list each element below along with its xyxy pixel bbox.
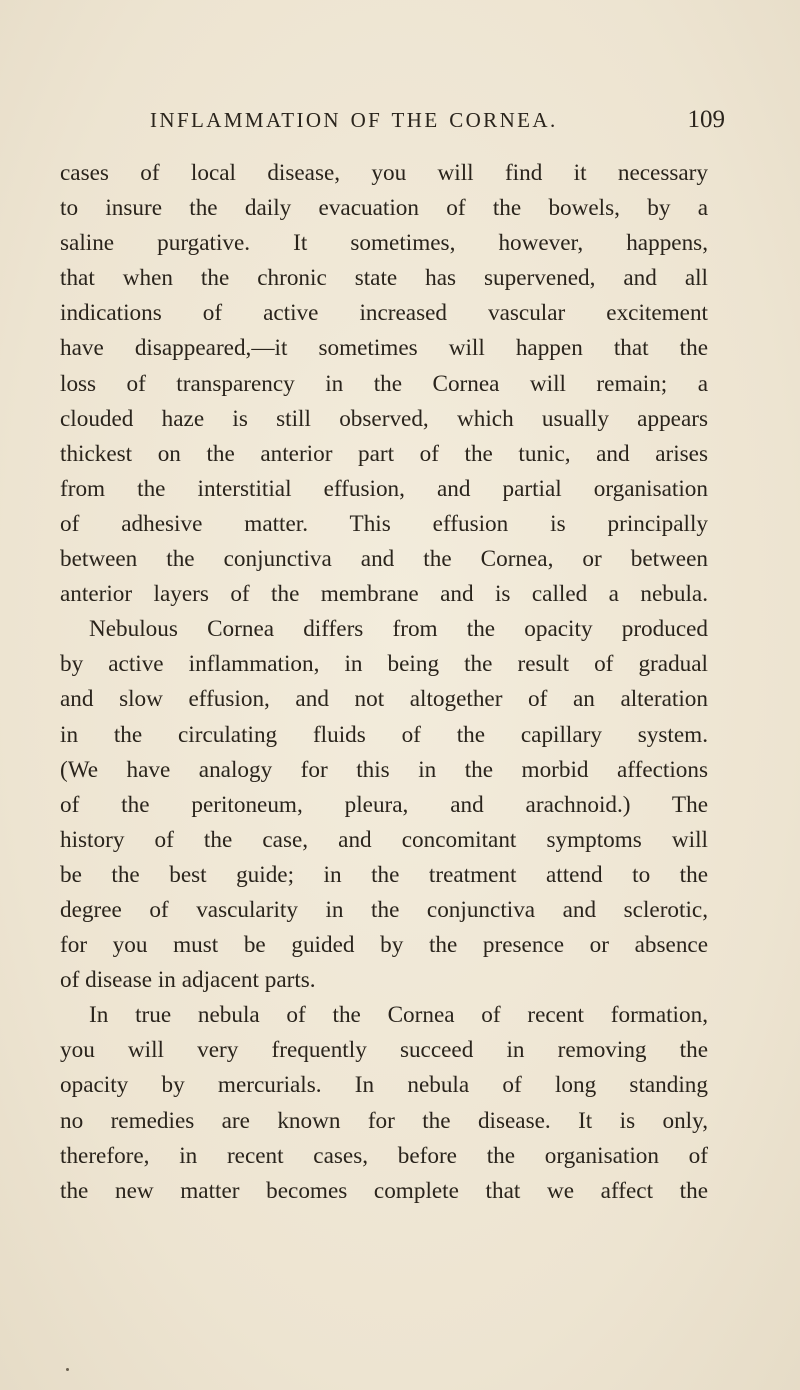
text-line: (We have analogy for this in the morbid affections — [60, 756, 708, 783]
text-line: you will very frequently succeed in removing the — [60, 1037, 708, 1064]
text-line: thickest on the anterior part of the tunic, and arises — [60, 440, 708, 467]
text-line: that when the chronic state has supervened, and all — [60, 265, 708, 292]
ink-speck — [66, 1368, 69, 1371]
text-line: between the conjunctiva and the Cornea, or between — [60, 546, 708, 573]
text-line: the new matter becomes complete that we affect the — [60, 1177, 708, 1204]
running-head — [150, 108, 725, 138]
text-line: saline purgative. It sometimes, however, happens, — [60, 230, 708, 257]
text-line: of disease in adjacent parts. — [60, 967, 316, 994]
text-line: Nebulous Cornea differs from the opacity produced — [89, 616, 708, 643]
page-number: 109 — [687, 106, 725, 133]
text-line: anterior layers of the membrane and is called a nebula. — [60, 581, 708, 608]
text-line: of the peritoneum, pleura, and arachnoid.) The — [60, 791, 708, 818]
text-line: for you must be guided by the presence or absence — [60, 932, 708, 959]
text-line: therefore, in recent cases, before the organisation of — [60, 1142, 708, 1169]
text-line: by active inflammation, in being the result of gradual — [60, 651, 708, 678]
text-line: to insure the daily evacuation of the bowels, by a — [60, 195, 708, 222]
text-line: cases of local disease, you will find it necessary — [60, 160, 708, 186]
text-line: history of the case, and concomitant symptoms will — [60, 826, 708, 853]
body-text — [60, 156, 708, 1209]
text-line: from the interstitial effusion, and partial organisation — [60, 475, 708, 502]
text-line: have disappeared,—it sometimes will happen that the — [60, 335, 708, 362]
text-line: loss of transparency in the Cornea will remain; a — [60, 370, 708, 397]
text-line: be the best guide; in the treatment attend to the — [60, 861, 708, 888]
text-line: indications of active increased vascular excitement — [60, 300, 708, 327]
text-line: in the circulating fluids of the capillary system. — [60, 721, 708, 748]
text-line: In true nebula of the Cornea of recent formation, — [89, 1002, 708, 1029]
text-line: clouded haze is still observed, which usually appears — [60, 405, 708, 432]
text-line: and slow effusion, and not altogether of an alteration — [60, 686, 708, 713]
text-line: opacity by mercurials. In nebula of long standing — [60, 1072, 708, 1099]
text-line: no remedies are known for the disease. It is only, — [60, 1107, 708, 1134]
text-line: degree of vascularity in the conjunctiva and sclerotic, — [60, 896, 708, 923]
running-title: INFLAMMATION OF THE CORNEA. — [150, 108, 558, 132]
text-line: of adhesive matter. This effusion is principally — [60, 510, 708, 537]
